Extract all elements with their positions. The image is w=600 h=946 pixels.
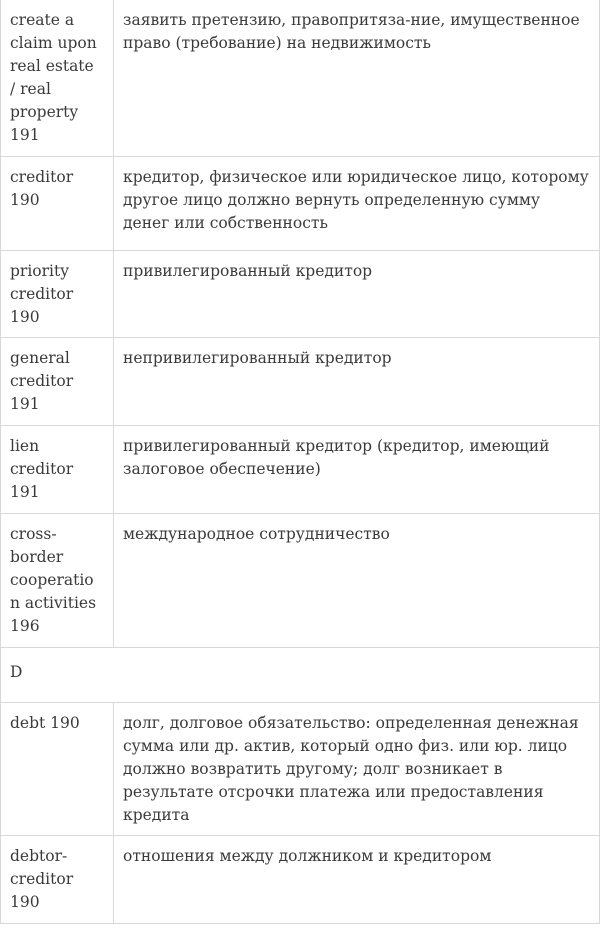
table-row: [1, 426, 600, 514]
term-cell: debt 190: [1, 702, 114, 836]
definition-cell: отношения между должником и кредитором: [114, 836, 600, 924]
definition-cell: заявить претензию, правопритяза-ние, имущественное право (требование) на недвижимость: [114, 0, 600, 156]
term-cell: create a claim upon real estate / real property 191: [1, 0, 114, 156]
section-letter: D: [1, 647, 600, 702]
table-row: [1, 514, 600, 648]
definition-cell: привилегированный кредитор (кредитор, имеющий залоговое обеспечение): [114, 426, 600, 514]
definition-cell: международное сотрудничество: [114, 514, 600, 648]
term-cell: lien creditor 191: [1, 426, 114, 514]
table-row: [1, 156, 600, 250]
term-cell: priority creditor 190: [1, 250, 114, 338]
table-row: [1, 250, 600, 338]
term-cell: creditor 190: [1, 156, 114, 250]
definition-cell: долг, долговое обязательство: определенная денежная сумма или др. актив, который одно физ. или юр. лицо должно возвратить другому; долг возникает в результате отсрочки платежа или предоставления кредита: [114, 702, 600, 836]
section-letter-row: [1, 647, 600, 702]
table-row: [1, 0, 600, 156]
definition-cell: кредитор, физическое или юридическое лицо, которому другое лицо должно вернуть определенную сумму денег или собственность: [114, 156, 600, 250]
term-cell: general creditor 191: [1, 338, 114, 426]
definition-cell: непривилегированный кредитор: [114, 338, 600, 426]
definition-cell: привилегированный кредитор: [114, 250, 600, 338]
table-row: [1, 702, 600, 836]
table-row: [1, 836, 600, 924]
table-row: [1, 338, 600, 426]
term-cell: cross-border cooperation activities 196: [1, 514, 114, 648]
page-bottom-margin: [0, 924, 600, 946]
term-cell: debtor-creditor 190: [1, 836, 114, 924]
